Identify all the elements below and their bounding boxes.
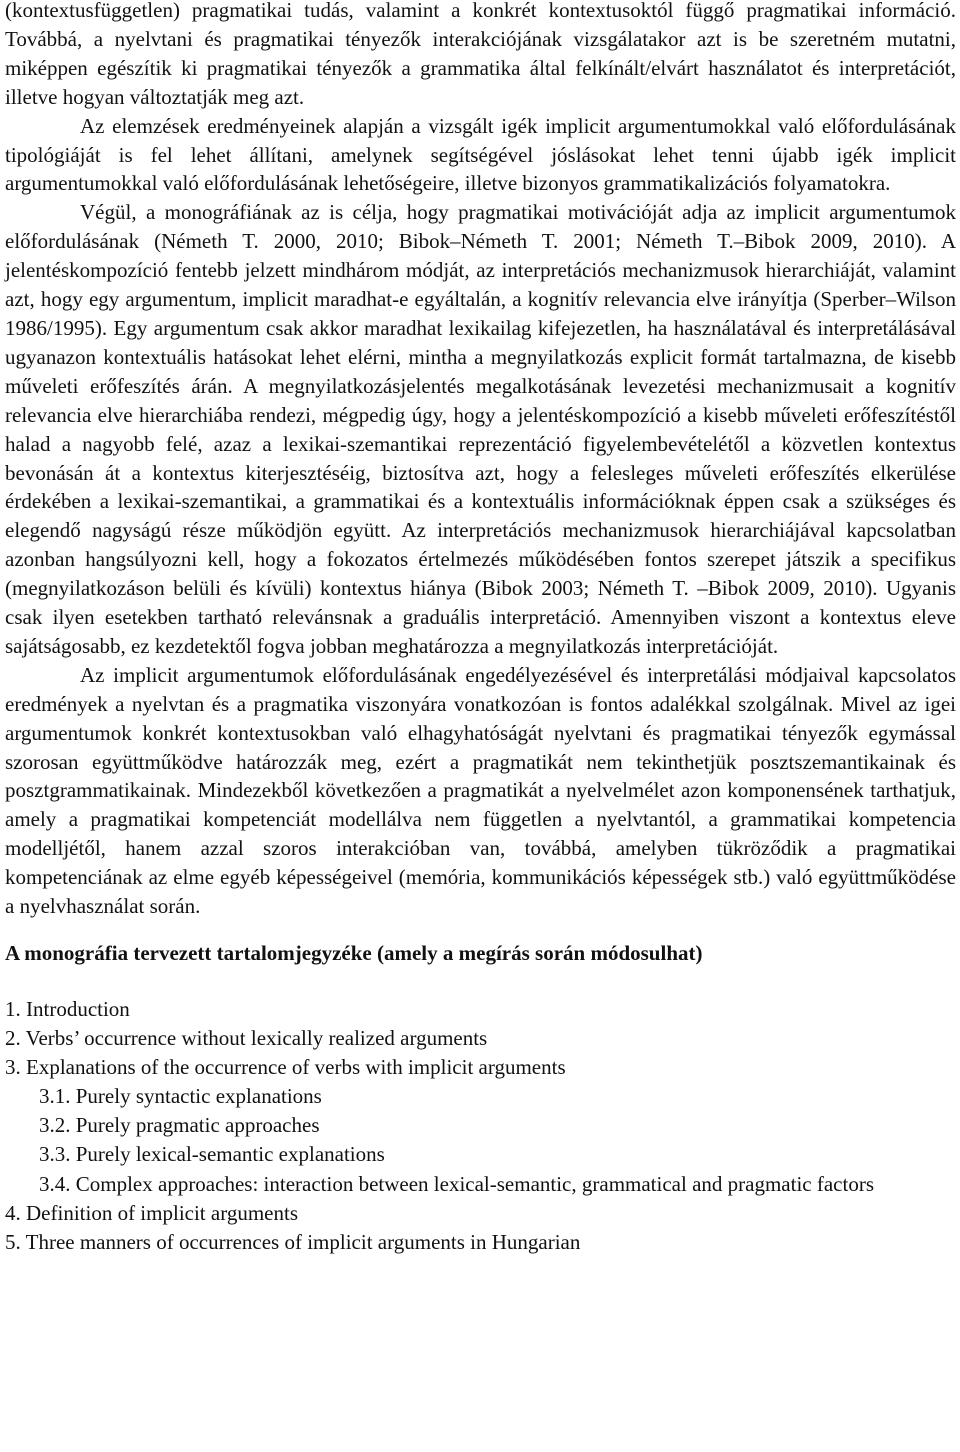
- toc-item: 3. Explanations of the occurrence of verbs with implicit arguments: [5, 1055, 566, 1080]
- toc-item: 4. Definition of implicit arguments: [5, 1200, 298, 1225]
- toc-subitem: 3.4. Complex approaches: interaction between lexical-semantic, grammatical and pragmatic factors: [39, 1171, 874, 1196]
- toc-subitem: 3.3. Purely lexical-semantic explanations: [39, 1142, 385, 1167]
- paragraph-continuation: (kontextusfüggetlen) pragmatikai tudás, valamint a konkrét kontextusoktól függő pragmatikai információ. Továbbá, a nyelvtani és pragmatikai tényezők interakciójának vizsgálatakor azt is be szeretném mutatni, miképpen egészítik ki pragmatikai tényezők a grammatika által felkínált/elvárt használatot és interpretációt, illetve hogyan változtatják meg azt.: [5, 0, 956, 109]
- paragraph-grammar-pragmatics: Az implicit argumentumok előfordulásának engedélyezésével és interpretálási módjaival kapcsolatos eredmények a nyelvtan és a pragmatika viszonyára vonatkozóan is fontos adalékkal szolgálnak. Mivel az igei argumentumok konkrét kontextusokban való elhagyhatóságát nyelvtani és pragmatikai tényezők egymással szorosan együttműködve határozzák meg, ezért a pragmatikát nem tekinthetjük posztszemantikainak és posztgrammatikainak. Mindezekből következően a pragmatikát a nyelvelmélet azon komponensének tarthatjuk, amely a pragmatikai kompetenciát modellálva nem független a nyelvtantól, a grammatikai kompetencia modelljétől, hanem azzal szoros interakcióban van, továbbá, amelyben tükröződik a pragmatikai kompetenciának az elme egyéb képességeivel (memória, kommunikációs képességek stb.) való együttműködése a nyelvhasználat során.: [5, 662, 956, 919]
- toc-item: 5. Three manners of occurrences of implicit arguments in Hungarian: [5, 1229, 581, 1254]
- spacer: [5, 921, 956, 939]
- toc-item: 1. Introduction: [5, 997, 130, 1021]
- toc-subitem: 3.1. Purely syntactic explanations: [39, 1084, 322, 1109]
- toc-item: 2. Verbs’ occurrence without lexically realized arguments: [5, 1026, 488, 1051]
- paragraph-typology: Az elemzések eredményeinek alapján a vizsgált igék implicit argumentumokkal való előfordulásának tipológiáját is fel lehet állítani, amelynek segítségével jóslásokat lehet tenni újabb igék implicit argumentumokkal való előfordulásának lehetőségeire, illetve bizonyos grammatikalizációs folyamatokra.: [5, 113, 956, 196]
- document-page: [5, 0, 956, 1257]
- paragraph-pragmatic-motivation: Végül, a monográfiának az is célja, hogy pragmatikai motivációját adja az implicit argumentumok előfordulásának (Németh T. 2000, 2010; Bibok–Németh T. 2001; Németh T.–Bibok 2009, 2010). A jelentéskompozíció fentebb jelzett mindhárom módját, az interpretációs mechanizmusok hierarchiáját, valamint azt, hogy egy argumentum, implicit maradhat-e egyáltalán, a kognitív relevancia elve irányítja (Sperber–Wilson 1986/1995). Egy argumentum csak akkor maradhat lexikailag kifejezetlen, ha használatával és interpretálásával ugyanazon kontextuális hatásokat lehet elérni, mintha a megnyilatkozás explicit formát tartalmazna, de kisebb műveleti erőfeszítés árán. A megnyilatkozásjelentés megalkotásának levezetési mechanizmusait a kognitív relevancia elve hierarchiába rendezi, mégpedig úgy, hogy a jelentéskompozíció a kisebb műveleti erőfeszítéstől halad a nagyobb felé, azaz a lexikai-szemantikai reprezentáció figyelembevételétől a közvetlen kontextus bevonásán át a kontextus kiterjesztéséig, biztosítva azt, hogy a felesleges műveleti erőfeszítés elkerülése érdekében a lexikai-szemantikai, a grammatikai és a kontextuális információknak éppen csak a szükséges és elegendő nagyságú része működjön együtt. Az interpretációs mechanizmusok hierarchiájával kapcsolatban azonban hangsúlyozni kell, hogy a fokozatos értelmezés működésében fontos szerepet játszik a specifikus (megnyilatkozáson belüli és kívüli) kontextus hiánya (Bibok 2003; Németh T. –Bibok 2009, 2010). Ugyanis csak ilyen esetekben tartható relevánsnak a graduális interpretáció. Amennyiben viszont a kontextus eleve sajátságosabb, ez kezdetektől fogva jobban meghatározza a megnyilatkozás interpretációját.: [5, 200, 956, 658]
- toc-heading: A monográfia tervezett tartalomjegyzéke (amely a megírás során módosulhat): [5, 941, 703, 965]
- table-of-contents: [5, 995, 956, 1257]
- spacer: [5, 968, 956, 995]
- toc-subitem: 3.2. Purely pragmatic approaches: [39, 1113, 320, 1138]
